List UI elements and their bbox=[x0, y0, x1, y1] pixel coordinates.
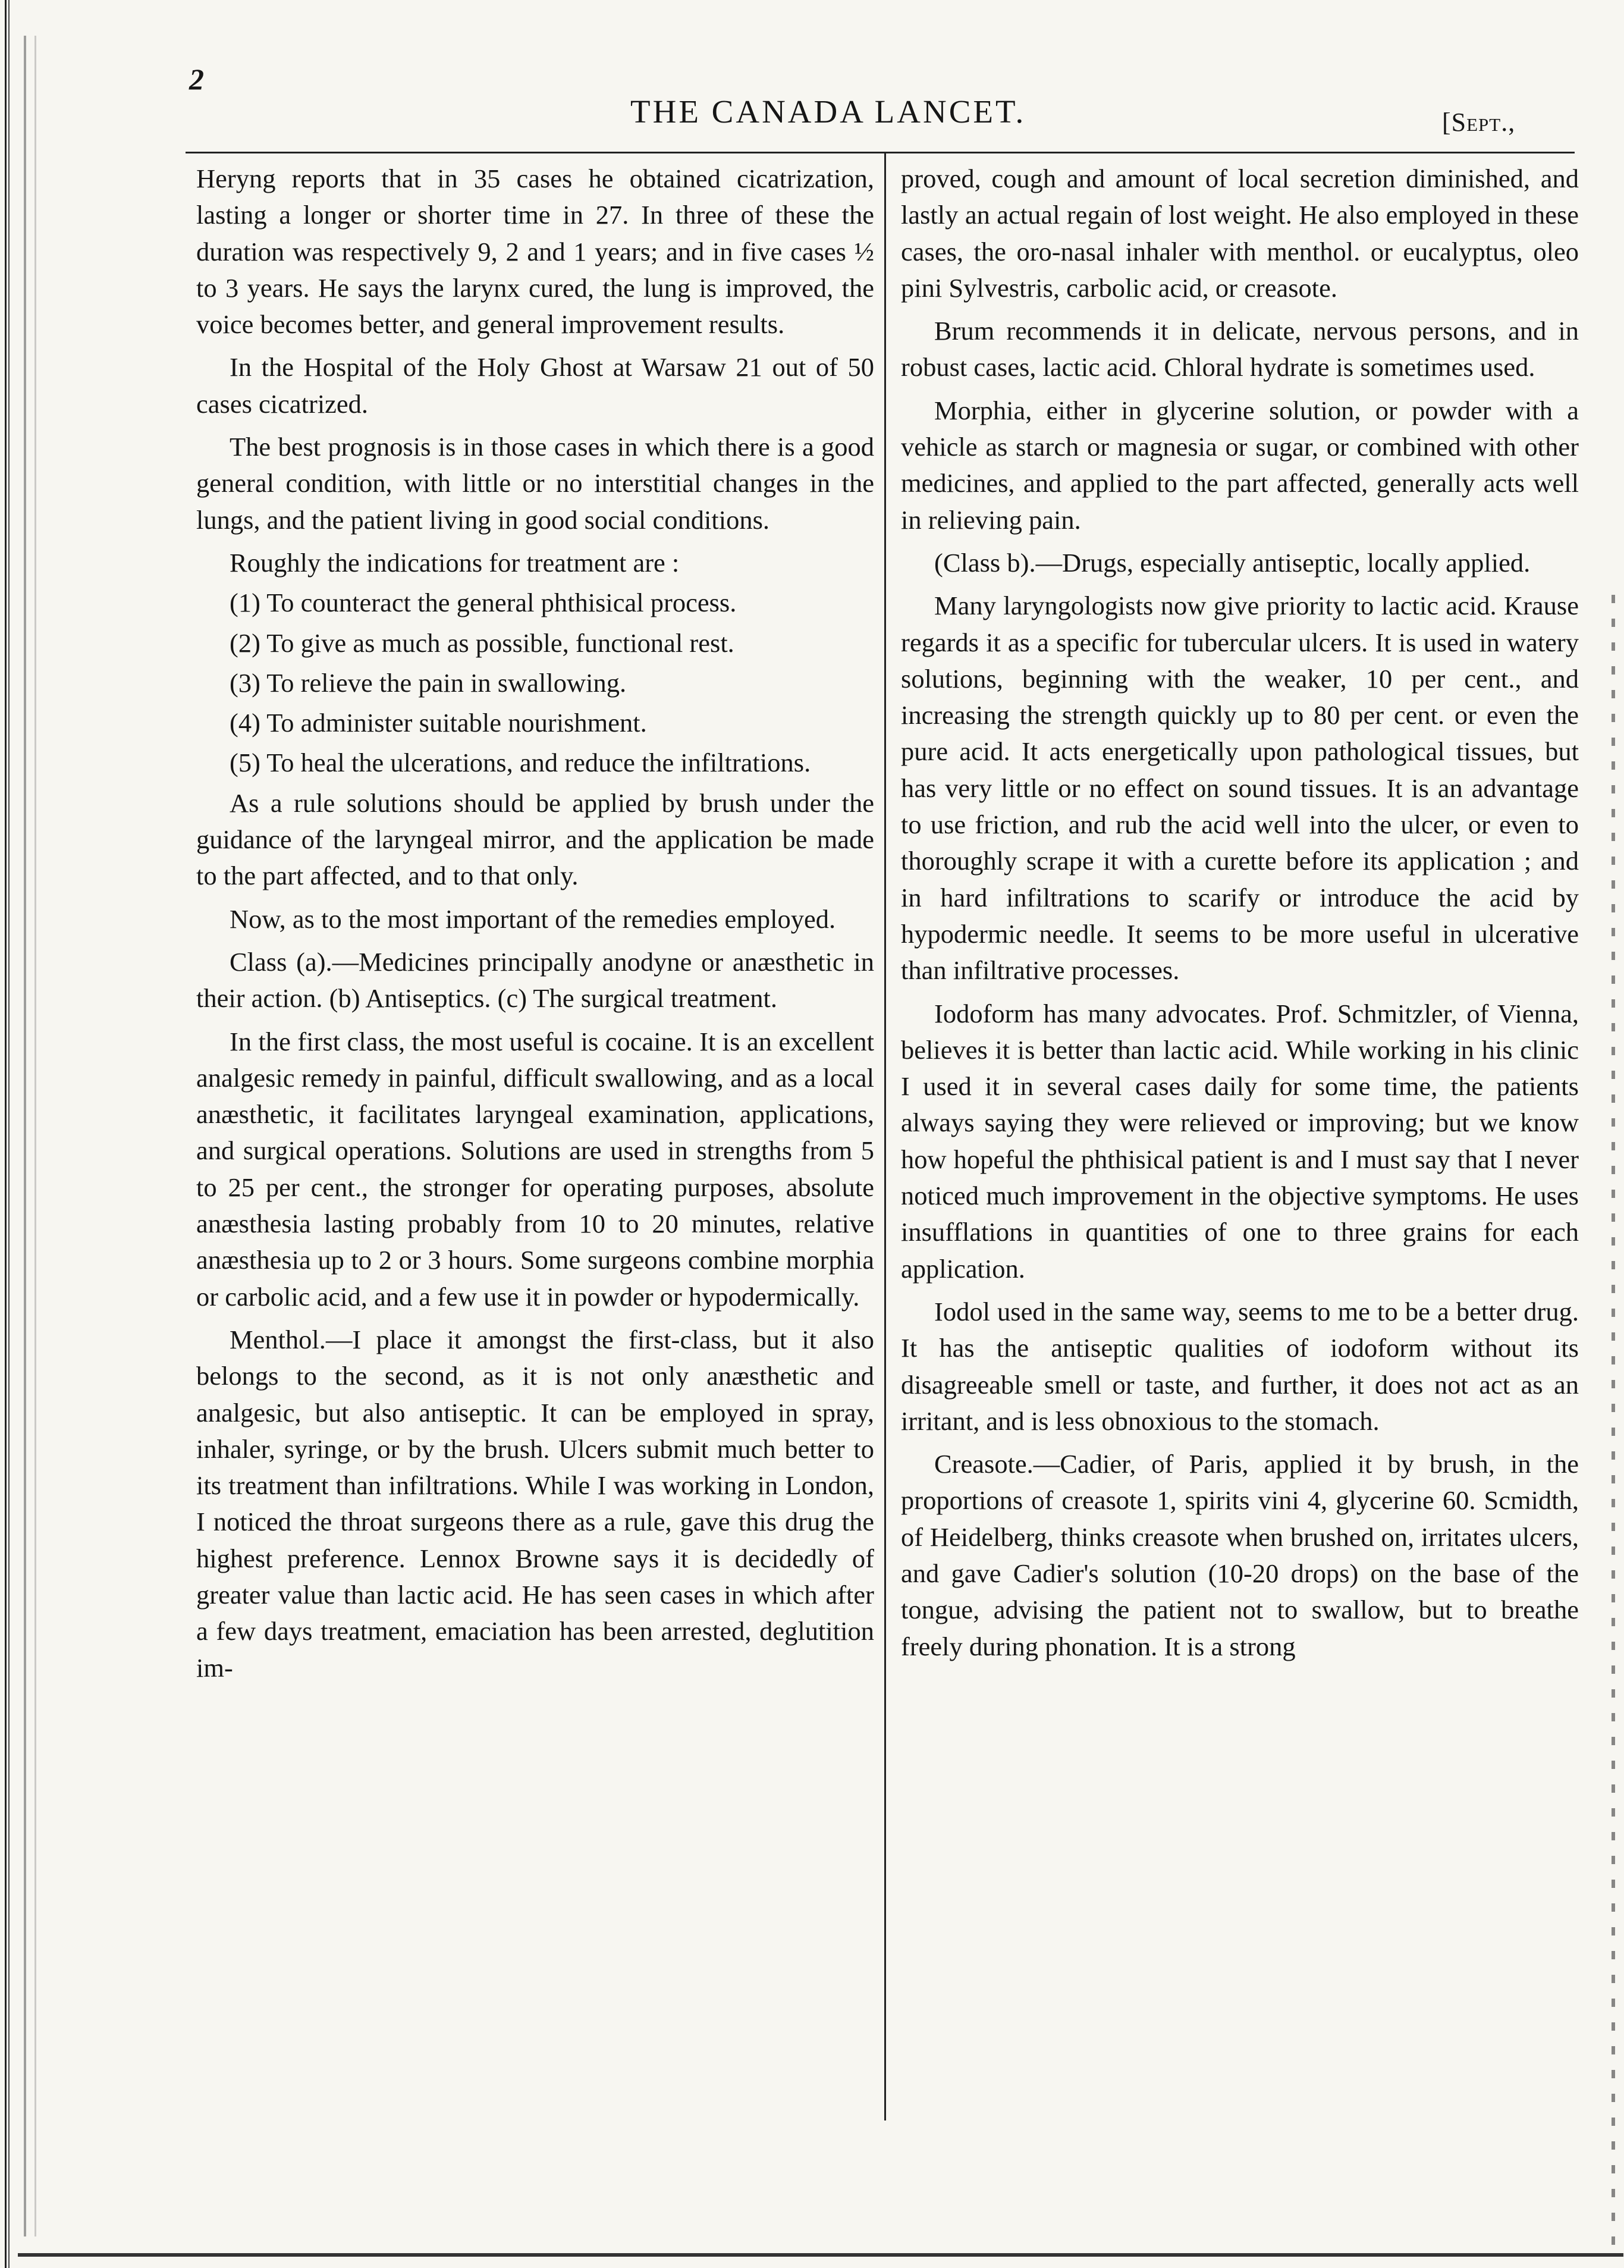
left-column bbox=[196, 161, 874, 1693]
paragraph: Brum recommends it in delicate, nervous persons, and in robust cases, lactic acid. Chloral hydrate is sometimes used. bbox=[901, 316, 1579, 382]
paragraph: Class (a).—Medicines principally anodyne or anæsthetic in their action. (b) Antiseptics. (c) The surgical treatment. bbox=[196, 946, 874, 1014]
paragraph: (Class b).—Drugs, especially antiseptic, locally applied. bbox=[934, 547, 1531, 578]
paragraph: proved, cough and amount of local secretion diminished, and lastly an actual regain of lost weight. He also employed in these cases, the oro-nasal inhaler with menthol. or eucalyptus, oleo pini Sylvestris, carbolic acid, or creasote. bbox=[901, 164, 1579, 303]
right-page-edge bbox=[1612, 595, 1615, 2248]
paragraph: Roughly the indications for treatment are : bbox=[230, 547, 680, 578]
header-rule bbox=[186, 152, 1575, 153]
running-date-text: [Sept., bbox=[1442, 108, 1516, 137]
paragraph: Now, as to the most important of the remedies employed. bbox=[230, 904, 836, 934]
bottom-page-edge bbox=[18, 2253, 1623, 2257]
binding-line bbox=[24, 36, 26, 2236]
binding-line-faint bbox=[34, 36, 36, 2236]
paragraph: Heryng reports that in 35 cases he obtained cicatrization, lasting a longer or shorter time in 27. In three of these the duration was respectively 9, 2 and 1 years; and in five cases ½ to 3 years. He says the larynx cured, the lung is improved, the voice becomes better, and general improvement results. bbox=[196, 164, 874, 340]
paragraph: Creasote.—Cadier, of Paris, applied it by brush, in the proportions of creasote 1, spirits vini 4, glycerine 60. Scmidth, of Heidelberg, thinks creasote when brushed on, irritates ulcers, and gave Cadier's solution (10-20 drops) on the base of the tongue, advising the patient not to swallow, but to breathe freely during phonation. It is a strong bbox=[901, 1449, 1579, 1661]
list-item: (1) To counteract the general phthisical process. bbox=[230, 588, 737, 618]
running-date bbox=[1442, 107, 1515, 137]
paragraph: As a rule solutions should be applied by brush under the guidance of the laryngeal mirror, and the application be made to the part affected, and to that only. bbox=[196, 788, 874, 891]
paragraph: In the first class, the most useful is cocaine. It is an excellent analgesic remedy in painful, difficult swallowing, and as a local anæsthetic, it facilitates laryngeal examination, applications, and surgical operations. Solutions are used in strengths from 5 to 25 per cent., the stronger for operating purposes, absolute anæsthesia lasting probably from 10 to 20 minutes, relative anæsthesia up to 2 or 3 hours. Some surgeons combine morphia or carbolic acid, and a few use it in powder or hypodermically. bbox=[196, 1026, 874, 1312]
paragraph: Menthol.—I place it amongst the first-class, but it also belongs to the second, as it is not only anæsthetic and analgesic, but also antiseptic. It can be employed in spray, inhaler, syringe, or by the brush. Ulcers submit much better to its treatment than infiltrations. While I was working in London, I noticed the throat surgeons there as a rule, gave this drug the highest preference. Lennox Browne says it is decidedly of greater value than lactic acid. He has seen cases in which after a few days treatment, emaciation has been arrested, deglutition im- bbox=[196, 1324, 874, 1683]
list-item: (5) To heal the ulcerations, and reduce the infiltrations. bbox=[230, 748, 811, 778]
right-column bbox=[901, 161, 1579, 1671]
paragraph: Iodol used in the same way, seems to me to be a better drug. It has the antiseptic qualities of iodoform without its disagreeable smell or taste, and further, it does not act as an irritant, and is less obnoxious to the stomach. bbox=[901, 1296, 1579, 1436]
paragraph: In the Hospital of the Holy Ghost at Warsaw 21 out of 50 cases cicatrized. bbox=[196, 352, 874, 419]
running-title: THE CANADA LANCET. bbox=[630, 93, 1026, 130]
list-item: (3) To relieve the pain in swallowing. bbox=[230, 667, 627, 698]
list-item: (2) To give as much as possible, functional rest. bbox=[230, 628, 734, 658]
paragraph: Morphia, either in glycerine solution, or powder with a vehicle as starch or magnesia or sugar, or combined with other medicines, and applied to the part affected, generally acts well in relieving pain. bbox=[901, 395, 1579, 535]
list-item: (4) To administer suitable nourishment. bbox=[230, 708, 647, 738]
paragraph: Many laryngologists now give priority to lactic acid. Krause regards it as a specific for tubercular ulcers. It is used in watery solutions, beginning with the weaker, 10 per cent., and increasing the strength quickly up to 80 per cent. or even the pure acid. It acts energetically upon pathological tissues, but has very little or no effect on sound tissues. It is an advantage to use friction, and rub the acid well into the ulcer, or even to thoroughly scrape it with a curette before its application ; and in hard infiltrations to scarify or introduce the acid by hypodermic needle. It seems to be more useful in ulcerative than infiltrative processes. bbox=[901, 591, 1579, 986]
page-number: 2 bbox=[189, 62, 204, 96]
column-divider bbox=[884, 153, 886, 2120]
paragraph: Iodoform has many advocates. Prof. Schmitzler, of Vienna, believes it is better than lactic acid. While working in his clinic I used it in several cases daily for some time, the patients always saying they were relieved or improving; but we know how hopeful the phthisical patient is and I must say that I never noticed much improvement in the objective symptoms. He uses insufflations in quantities of one to three grains for each application. bbox=[901, 998, 1579, 1284]
paragraph: The best prognosis is in those cases in which there is a good general condition, with little or no interstitial changes in the lungs, and the patient living in good social conditions. bbox=[196, 432, 874, 535]
binding-edge bbox=[5, 0, 13, 2268]
